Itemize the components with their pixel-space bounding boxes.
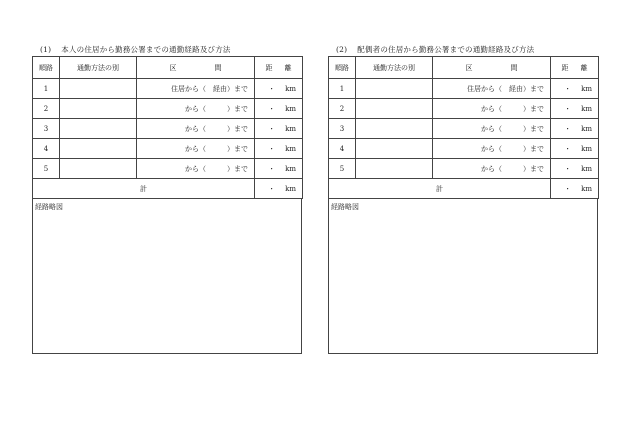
- mode-field[interactable]: [356, 159, 433, 179]
- distance-unit: km: [581, 124, 592, 133]
- decimal-dot: ・: [268, 184, 276, 193]
- decimal-dot: ・: [564, 84, 572, 93]
- distance-field[interactable]: [551, 119, 599, 139]
- total-distance-field[interactable]: [551, 179, 599, 199]
- route-no: 5: [33, 159, 60, 179]
- distance-unit: km: [285, 184, 296, 193]
- route-no: 3: [329, 119, 356, 139]
- route-row: [33, 119, 303, 139]
- decimal-dot: ・: [564, 184, 572, 193]
- header-section-a: 区: [465, 63, 473, 72]
- route-no: 3: [33, 119, 60, 139]
- header-row: [33, 57, 303, 79]
- total-row: [33, 179, 303, 199]
- header-order: 順路: [329, 57, 356, 79]
- section-field[interactable]: から（ ）まで: [433, 159, 551, 179]
- section-field[interactable]: から（ ）まで: [137, 119, 255, 139]
- header-row: [329, 57, 599, 79]
- decimal-dot: ・: [564, 104, 572, 113]
- route-map-label: 経路略図: [331, 203, 359, 211]
- route-row: [33, 99, 303, 119]
- header-section-a: 区: [169, 63, 177, 72]
- distance-unit: km: [285, 84, 296, 93]
- decimal-dot: ・: [564, 144, 572, 153]
- distance-unit: km: [581, 104, 592, 113]
- header-section-b: 間: [510, 63, 518, 72]
- decimal-dot: ・: [268, 84, 276, 93]
- decimal-dot: ・: [564, 124, 572, 133]
- distance-field[interactable]: [255, 99, 303, 119]
- route-row: [33, 139, 303, 159]
- mode-field[interactable]: [356, 139, 433, 159]
- section-field[interactable]: 住居から（ 経由）まで: [433, 79, 551, 99]
- header-section: [137, 57, 255, 79]
- distance-field[interactable]: [255, 119, 303, 139]
- distance-unit: km: [285, 164, 296, 173]
- mode-field[interactable]: [356, 119, 433, 139]
- mode-field[interactable]: [60, 139, 137, 159]
- route-row: [329, 139, 599, 159]
- header-distance-b: 離: [580, 63, 588, 72]
- distance-field[interactable]: [255, 159, 303, 179]
- route-no: 4: [329, 139, 356, 159]
- section-field[interactable]: から（ ）まで: [433, 119, 551, 139]
- distance-unit: km: [581, 144, 592, 153]
- total-label: 計: [329, 179, 551, 199]
- route-no: 2: [33, 99, 60, 119]
- panel-number: (2): [336, 45, 348, 54]
- panel-title: [32, 45, 302, 54]
- distance-field[interactable]: [551, 139, 599, 159]
- mode-field[interactable]: [356, 79, 433, 99]
- mode-field[interactable]: [60, 119, 137, 139]
- panel-title-text: 配偶者の住居から勤務公署までの通勤経路及び方法: [357, 45, 535, 54]
- panel-self: [32, 45, 302, 354]
- route-table: [32, 56, 303, 199]
- distance-field[interactable]: [551, 99, 599, 119]
- distance-unit: km: [285, 104, 296, 113]
- route-row: [329, 79, 599, 99]
- decimal-dot: ・: [268, 144, 276, 153]
- route-map-label: 経路略図: [35, 203, 63, 211]
- panel-number: (1): [40, 45, 52, 54]
- total-distance-field[interactable]: [255, 179, 303, 199]
- header-distance-a: 距: [265, 63, 273, 72]
- section-field[interactable]: から（ ）まで: [433, 139, 551, 159]
- section-field[interactable]: から（ ）まで: [433, 99, 551, 119]
- header-mode: 通勤方法の別: [356, 57, 433, 79]
- route-row: [33, 79, 303, 99]
- route-row: [329, 99, 599, 119]
- distance-field[interactable]: [551, 159, 599, 179]
- header-mode: 通勤方法の別: [60, 57, 137, 79]
- route-map-area[interactable]: [328, 199, 598, 354]
- decimal-dot: ・: [268, 124, 276, 133]
- section-field[interactable]: から（ ）まで: [137, 139, 255, 159]
- distance-unit: km: [581, 84, 592, 93]
- header-distance: [551, 57, 599, 79]
- total-row: [329, 179, 599, 199]
- route-map-area[interactable]: [32, 199, 302, 354]
- header-section: [433, 57, 551, 79]
- header-distance-a: 距: [561, 63, 569, 72]
- panel-title-text: 本人の住居から勤務公署までの通勤経路及び方法: [61, 45, 231, 54]
- panel-spouse: [328, 45, 598, 354]
- decimal-dot: ・: [564, 164, 572, 173]
- header-distance-b: 離: [284, 63, 292, 72]
- distance-field[interactable]: [255, 139, 303, 159]
- route-no: 5: [329, 159, 356, 179]
- mode-field[interactable]: [60, 79, 137, 99]
- mode-field[interactable]: [60, 99, 137, 119]
- section-field[interactable]: から（ ）まで: [137, 99, 255, 119]
- distance-unit: km: [285, 144, 296, 153]
- route-table: [328, 56, 599, 199]
- header-order: 順路: [33, 57, 60, 79]
- mode-field[interactable]: [60, 159, 137, 179]
- distance-unit: km: [581, 184, 592, 193]
- panel-title: [328, 45, 598, 54]
- distance-field[interactable]: [551, 79, 599, 99]
- header-distance: [255, 57, 303, 79]
- route-no: 1: [33, 79, 60, 99]
- decimal-dot: ・: [268, 164, 276, 173]
- header-section-b: 間: [214, 63, 222, 72]
- route-row: [329, 159, 599, 179]
- distance-unit: km: [285, 124, 296, 133]
- mode-field[interactable]: [356, 99, 433, 119]
- decimal-dot: ・: [268, 104, 276, 113]
- route-row: [329, 119, 599, 139]
- route-row: [33, 159, 303, 179]
- distance-field[interactable]: [255, 79, 303, 99]
- distance-unit: km: [581, 164, 592, 173]
- route-no: 1: [329, 79, 356, 99]
- section-field[interactable]: 住居から（ 経由）まで: [137, 79, 255, 99]
- route-no: 2: [329, 99, 356, 119]
- total-label: 計: [33, 179, 255, 199]
- route-no: 4: [33, 139, 60, 159]
- section-field[interactable]: から（ ）まで: [137, 159, 255, 179]
